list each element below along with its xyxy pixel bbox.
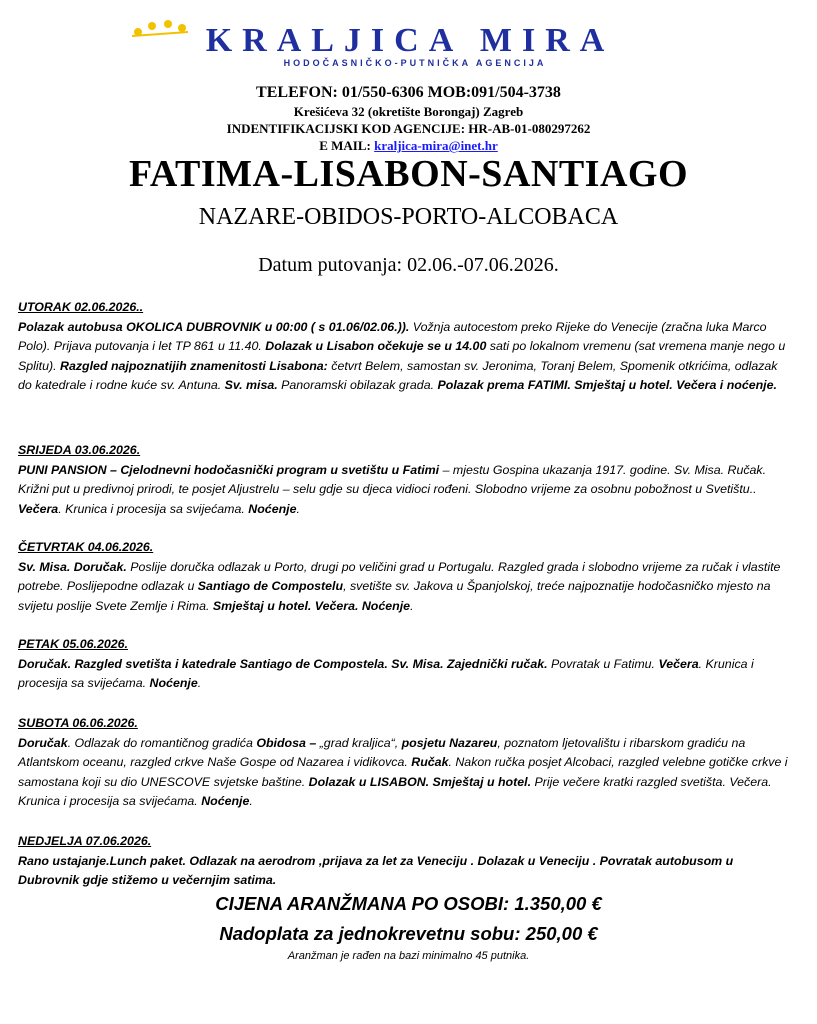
contact-address: Krešićeva 32 (okretište Borongaj) Zagreb: [293, 104, 524, 119]
day-text: Polazak autobusa OKOLICA DUBROVNIK u 00:00 ( s 01.06/02.06.)). Vožnja autocestom preko Rijeke do Venecije (zračna luka Marco Polo). Prijava putovanja i let TP 861 u 11.40. Dolazak u Lisabon očekuje se u 14.00 sati po lokalnom vremenu (sat vremena manje nego u Splitu). Razgled najpoznatijih znamenitosti Lisabona: četvrt Belem, samostan sv. Jeronima, Toranj Belem, Spomenik otkrićima, odlazak do katedrale i rodne kuće sv. Antuna. Sv. misa. Panoramski obilazak grada. Polazak prema FATIMI. Smještaj u hotel. Večera i noćenje.: [18, 319, 786, 392]
day-text: PUNI PANSION – Cjelodnevni hodočasnički program u svetištu u Fatimi – mjestu Gospina ukazanja 1917. godine. Sv. Misa. Ručak. Križni put u predivnoj prirodi, te posjet Aljustrelu – selu gdje su djeca vidioci rođeni. Slobodno vrijeme za osobnu pobožnost u Svetištu.. Večera. Krunica i procesija sa svijećama. Noćenje.: [18, 462, 767, 516]
itinerary-day-5: [18, 714, 788, 812]
email-link[interactable]: kraljica-mira@inet.hr: [374, 138, 498, 153]
day-heading: PETAK 05.06.2026.: [18, 637, 128, 651]
day-text: Doručak. Odlazak do romantičnog gradića Obidosa – „grad kraljica“, posjetu Nazareu, poznatom ljetovalištu i ribarskom gradiću na Atlantskom oceanu, razgled crkve Naše Gospe od Nazarea i vidikovca. Ručak. Nakon ručka posjet Alcobaci, razgled velebne gotičke crkve i samostana koji su dio UNESCOVE svjetske baštine. Dolazak u LISABON. Smještaj u hotel. Prije večere kratki razgled svetišta. Večera. Krunica i procesija sa svijećama. Noćenje.: [18, 735, 788, 808]
agency-logo: [130, 18, 660, 68]
day-heading: SRIJEDA 03.06.2026.: [18, 443, 141, 457]
logo-tagline: HODOČASNIČKO-PUTNIČKA AGENCIJA: [283, 58, 547, 68]
day-text: Rano ustajanje.Lunch paket. Odlazak na aerodrom ,prijava za let za Veneciju . Dolazak u Veneciju . Povratak autobusom u Dubrovnik gdje stižemo u večernjim satima.: [18, 853, 734, 887]
itinerary-day-6: [18, 832, 788, 891]
day-heading: ČETVRTAK 04.06.2026.: [18, 540, 154, 554]
itinerary-day-2: [18, 441, 788, 519]
price-per-person: CIJENA ARANŽMANA PO OSOBI: 1.350,00 €: [215, 893, 602, 914]
day-text: Sv. Misa. Doručak. Poslije doručka odlazak u Porto, drugi po veličini grad u Portugalu. Razgled grada i slobodno vrijeme za ručak i vlastite potrebe. Poslijepodne odlazak u Santiago de Compostelu, svetište sv. Jakova u Španjolskoj, treće najpoznatije hodočasničko mjesto na svijetu poslije Svete Zemlje i Rima. Smještaj u hotel. Večera. Noćenje.: [18, 559, 781, 613]
logo-name: KRALJICA MIRA: [205, 22, 615, 59]
itinerary-day-4: [18, 635, 788, 694]
itinerary-day-3: [18, 538, 788, 616]
day-heading: UTORAK 02.06.2026..: [18, 300, 144, 314]
page-title: FATIMA-LISABON-SANTIAGO: [128, 153, 689, 195]
single-room-supplement: Nadoplata za jednokrevetnu sobu: 250,00 €: [219, 923, 598, 944]
email-label: E MAIL:: [319, 138, 371, 153]
agency-id-code: INDENTIFIKACIJSKI KOD AGENCIJE: HR-AB-01-080297262: [226, 121, 591, 136]
day-heading: NEDJELJA 07.06.2026.: [18, 834, 152, 848]
page-subtitle: NAZARE-OBIDOS-PORTO-ALCOBACA: [198, 204, 619, 230]
day-text: Doručak. Razgled svetišta i katedrale Santiago de Compostela. Sv. Misa. Zajednički ručak. Povratak u Fatimu. Večera. Krunica i procesija sa svijećama. Noćenje.: [18, 656, 754, 690]
itinerary-day-1: [18, 298, 788, 396]
travel-dates: Datum putovanja: 02.06.-07.06.2026.: [258, 254, 559, 276]
minimum-participants-note: Aranžman je rađen na bazi minimalno 45 putnika.: [287, 950, 530, 962]
day-heading: SUBOTA 06.06.2026.: [18, 716, 138, 730]
contact-phones: TELEFON: 01/550-6306 MOB:091/504-3738: [256, 84, 561, 101]
